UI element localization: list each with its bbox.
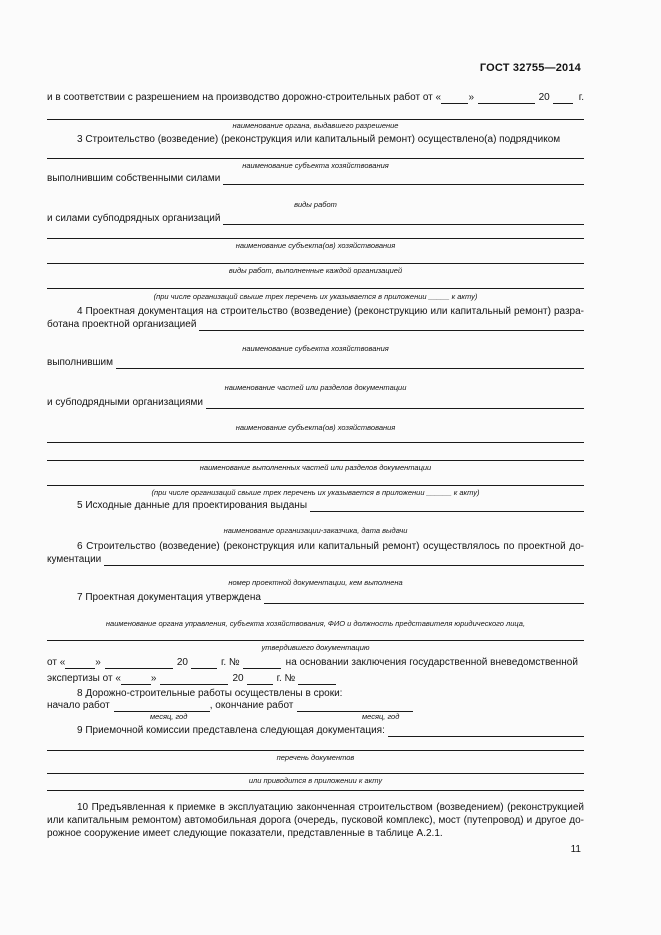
p3-note: (при числе организаций свыше трех перечень их указывается в приложении _____ к акту) bbox=[153, 292, 478, 301]
approval-month-blank[interactable] bbox=[105, 658, 173, 669]
p4-performed-line: выполнившим bbox=[47, 356, 584, 369]
p7-approved-rule[interactable] bbox=[47, 640, 584, 641]
p7-date-row: от « » 20 г. № на основании заключения государственной вневедомственной bbox=[47, 657, 578, 668]
p10-line3: рожное сооружение имеет следующие показатели, представленные в таблице А.2.1. bbox=[47, 828, 443, 839]
p4-subs-line: и субподрядными организациями bbox=[47, 396, 584, 409]
p8-dates-row: начало работ , окончание работ bbox=[47, 699, 584, 712]
p4-subjects-caption: наименование субъекта(ов) хозяйствования bbox=[235, 423, 396, 432]
p9-list-caption: перечень документов bbox=[276, 753, 355, 762]
p3-subject-caption: наименование субъекта хозяйствования bbox=[242, 161, 389, 170]
p3-works-each-caption: виды работ, выполненные каждой организацией bbox=[228, 266, 403, 275]
p7-approved-caption: утвердившего документацию bbox=[261, 643, 370, 652]
p8-month-caption-2: месяц, год bbox=[362, 712, 400, 721]
p8-text: 8 Дорожно-строительные работы осуществлены в сроки: bbox=[77, 688, 343, 699]
p7-expertise-row: экспертизы от « » 20 г. № bbox=[47, 672, 584, 685]
authority-rule[interactable] bbox=[47, 119, 584, 120]
p4-note: (при числе организаций свыше трех перечень их указывается в приложении ______ к акту) bbox=[151, 488, 480, 497]
p9-list-rule[interactable] bbox=[47, 750, 584, 751]
p5-line: 5 Исходные данные для проектирования выданы bbox=[47, 499, 584, 512]
expertise-year-blank[interactable] bbox=[247, 674, 273, 685]
p3-own-forces-line: выполнившим собственными силами bbox=[47, 172, 584, 185]
p4-line1: 4 Проектная документация на строительство (возведение) (реконструкцию или капитальный ремонт) разра- bbox=[77, 306, 584, 317]
expertise-day-blank[interactable] bbox=[121, 674, 151, 685]
source-data-blank[interactable] bbox=[310, 500, 584, 512]
expertise-number-blank[interactable] bbox=[298, 674, 336, 685]
p4-subject-caption: наименование субъекта хозяйствования bbox=[242, 344, 389, 353]
page-number: 11 bbox=[570, 844, 581, 855]
p3-works-each-rule[interactable] bbox=[47, 263, 584, 264]
p3-subjects-caption: наименование субъекта(ов) хозяйствования bbox=[235, 241, 396, 250]
subcontractors-blank[interactable] bbox=[223, 213, 584, 225]
p8-month-caption-1: месяц, год bbox=[150, 712, 188, 721]
p3-text: 3 Строительство (возведение) (реконструкция или капитальный ремонт) осуществлено(а) подрядчиком bbox=[77, 134, 561, 145]
p3-extra-rule[interactable] bbox=[47, 288, 584, 289]
p4-line2: ботана проектной организацией bbox=[47, 318, 584, 331]
expertise-month-blank[interactable] bbox=[160, 674, 228, 685]
permit-month-blank[interactable] bbox=[478, 93, 535, 104]
permit-text: и в соответствии с разрешением на производство дорожно-строительных работ от « bbox=[47, 92, 442, 103]
p9-extra-rule[interactable] bbox=[47, 790, 584, 791]
p4-parts-rule-1[interactable] bbox=[47, 442, 584, 443]
p4-parts-caption: наименование частей или разделов документации bbox=[224, 383, 407, 392]
end-date-blank[interactable] bbox=[297, 701, 413, 712]
p4-parts-done-caption: наименование выполненных частей или разделов документации bbox=[199, 463, 432, 472]
approval-day-blank[interactable] bbox=[65, 658, 95, 669]
design-org-blank[interactable] bbox=[199, 319, 584, 331]
p3-subjects-rule[interactable] bbox=[47, 238, 584, 239]
permit-day-blank[interactable] bbox=[441, 93, 468, 104]
start-date-blank[interactable] bbox=[114, 701, 210, 712]
permit-year-blank[interactable] bbox=[553, 93, 573, 104]
p9-line: 9 Приемочной комиссии представлена следующая документация: bbox=[47, 724, 584, 737]
permit-line: и в соответствии с разрешением на производство дорожно-строительных работ от « » 20 г. bbox=[47, 92, 584, 103]
p7-line: 7 Проектная документация утверждена bbox=[47, 591, 584, 604]
p9-appendix-caption: или приводится в приложении к акту bbox=[248, 776, 383, 785]
design-subs-blank[interactable] bbox=[206, 397, 584, 409]
documents-blank[interactable] bbox=[388, 725, 584, 737]
p6-line2: кументации bbox=[47, 553, 584, 566]
p10-line2: или капитальным ремонтом) автомобильная дорога (очередь, пусковой комплекс), мост (путепровод) и другое до- bbox=[47, 815, 584, 826]
authority-caption: наименование органа, выдавшего разрешение bbox=[232, 121, 399, 130]
p9-appendix-rule[interactable] bbox=[47, 773, 584, 774]
p4-extra-rule[interactable] bbox=[47, 485, 584, 486]
approved-blank[interactable] bbox=[264, 592, 584, 604]
p10-line1: 10 Предъявленная к приемке в эксплуатацию законченная строительством (возведением) (реконструкцией bbox=[77, 802, 584, 813]
standard-header: ГОСТ 32755—2014 bbox=[479, 62, 581, 74]
own-forces-blank[interactable] bbox=[223, 173, 584, 185]
performed-blank[interactable] bbox=[116, 357, 584, 369]
p7-org-caption: наименование органа управления, субъекта хозяйствования, ФИО и должность представителя юридического лица, bbox=[105, 619, 526, 628]
project-doc-blank[interactable] bbox=[104, 554, 584, 566]
p6-caption: номер проектной документации, кем выполнена bbox=[228, 578, 403, 587]
approval-number-blank[interactable] bbox=[243, 658, 281, 669]
p5-caption: наименование организации-заказчика, дата выдачи bbox=[223, 526, 408, 535]
p3-subcontractors-line: и силами субподрядных организаций bbox=[47, 212, 584, 225]
p3-works-caption: виды работ bbox=[294, 200, 337, 209]
p3-contractor-rule[interactable] bbox=[47, 158, 584, 159]
p4-parts-rule-2[interactable] bbox=[47, 460, 584, 461]
approval-year-blank[interactable] bbox=[191, 658, 217, 669]
p6-line1: 6 Строительство (возведение) (реконструкция или капитальный ремонт) осуществлялось по проектной до- bbox=[77, 541, 584, 552]
